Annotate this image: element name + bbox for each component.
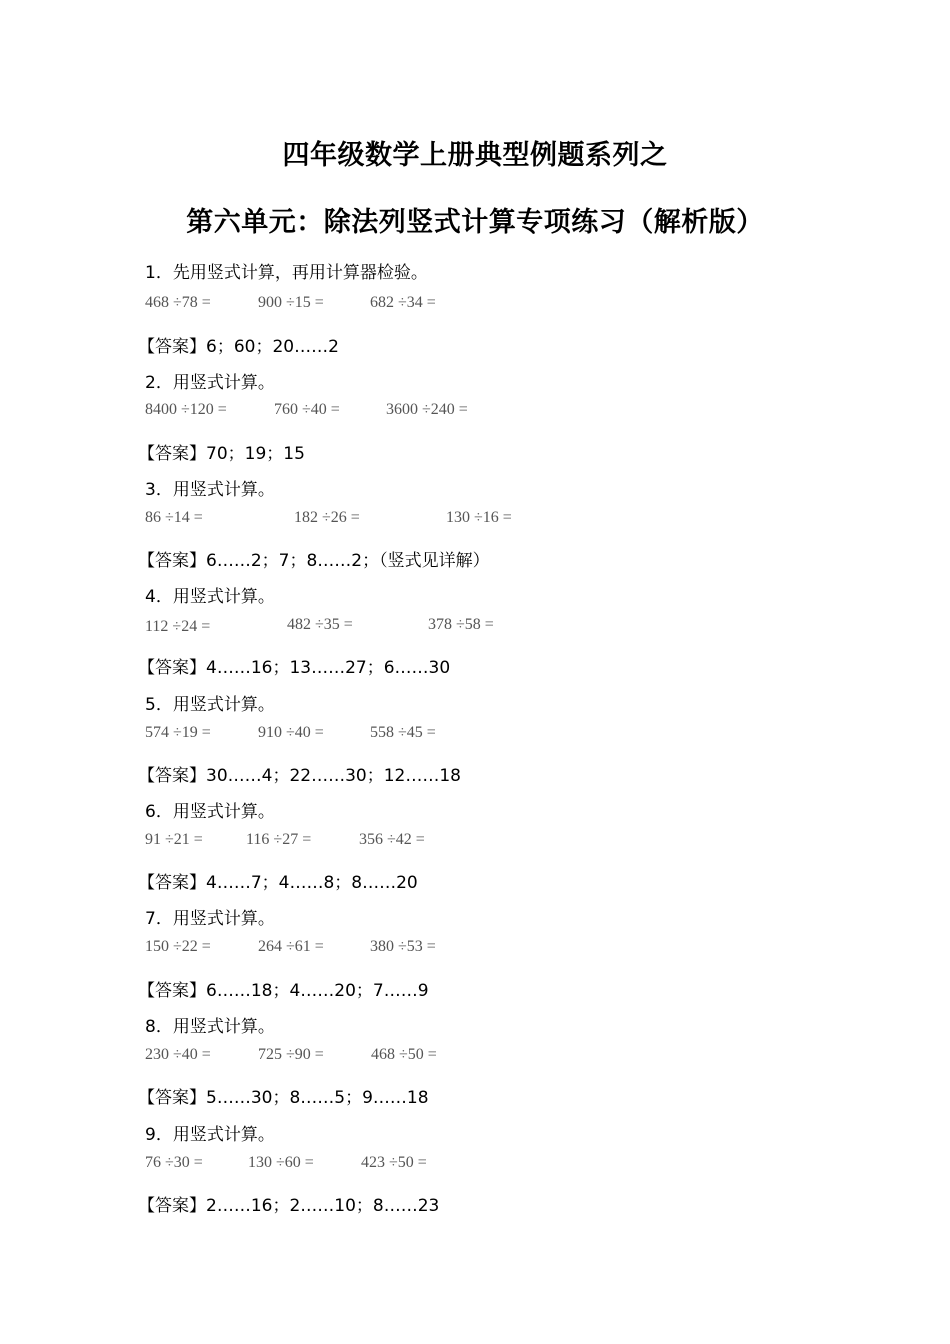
question-5-equation-3: 558 ÷45 = bbox=[370, 724, 436, 741]
question-1-answer: 【答案】6；60；20……2 bbox=[138, 337, 339, 357]
question-8-equation-1: 230 ÷40 = bbox=[145, 1046, 211, 1063]
question-4-heading: 4．用竖式计算。 bbox=[145, 587, 275, 607]
question-2-answer: 【答案】70；19；15 bbox=[138, 444, 305, 464]
question-4-equation-3: 378 ÷58 = bbox=[428, 616, 494, 633]
question-5-equation-1: 574 ÷19 = bbox=[145, 724, 211, 741]
question-7-heading: 7．用竖式计算。 bbox=[145, 909, 275, 929]
question-7-equation-1: 150 ÷22 = bbox=[145, 938, 211, 955]
question-4-equation-2: 482 ÷35 = bbox=[287, 616, 353, 633]
question-6-equation-2: 116 ÷27 = bbox=[246, 831, 312, 848]
question-9-answer: 【答案】2……16；2……10；8……23 bbox=[138, 1196, 440, 1216]
page-title-line-1: 四年级数学上册典型例题系列之 bbox=[282, 140, 668, 171]
question-1-equation-2: 900 ÷15 = bbox=[258, 294, 324, 311]
question-7-equation-3: 380 ÷53 = bbox=[370, 938, 436, 955]
question-7-answer: 【答案】6……18；4……20；7……9 bbox=[138, 981, 429, 1001]
question-8-answer: 【答案】5……30；8……5；9……18 bbox=[138, 1088, 429, 1108]
question-9-equation-1: 76 ÷30 = bbox=[145, 1154, 203, 1171]
question-9-equation-3: 423 ÷50 = bbox=[361, 1154, 427, 1171]
question-4-answer: 【答案】4……16；13……27；6……30 bbox=[138, 658, 451, 678]
question-9-heading: 9．用竖式计算。 bbox=[145, 1125, 275, 1145]
question-2-heading: 2．用竖式计算。 bbox=[145, 373, 275, 393]
question-3-equation-1: 86 ÷14 = bbox=[145, 509, 203, 526]
question-3-equation-3: 130 ÷16 = bbox=[446, 509, 512, 526]
question-3-equation-2: 182 ÷26 = bbox=[294, 509, 360, 526]
question-9-equation-2: 130 ÷60 = bbox=[248, 1154, 314, 1171]
question-6-heading: 6．用竖式计算。 bbox=[145, 802, 275, 822]
question-5-heading: 5．用竖式计算。 bbox=[145, 695, 275, 715]
question-6-equation-3: 356 ÷42 = bbox=[359, 831, 425, 848]
question-1-heading: 1．先用竖式计算，再用计算器检验。 bbox=[145, 263, 428, 283]
question-8-equation-3: 468 ÷50 = bbox=[371, 1046, 437, 1063]
page-title-line-2: 第六单元：除法列竖式计算专项练习（解析版） bbox=[186, 207, 764, 238]
question-2-equation-2: 760 ÷40 = bbox=[274, 401, 340, 418]
question-5-answer: 【答案】30……4；22……30；12……18 bbox=[138, 766, 461, 786]
question-3-answer: 【答案】6……2；7；8……2；（竖式见详解） bbox=[138, 551, 490, 571]
question-7-equation-2: 264 ÷61 = bbox=[258, 938, 324, 955]
question-6-answer: 【答案】4……7；4……8；8……20 bbox=[138, 873, 418, 893]
question-2-equation-3: 3600 ÷240 = bbox=[386, 401, 468, 418]
question-5-equation-2: 910 ÷40 = bbox=[258, 724, 324, 741]
question-4-equation-1: 112 ÷24 = bbox=[145, 618, 211, 635]
question-8-heading: 8．用竖式计算。 bbox=[145, 1017, 275, 1037]
question-6-equation-1: 91 ÷21 = bbox=[145, 831, 203, 848]
question-3-heading: 3．用竖式计算。 bbox=[145, 480, 275, 500]
question-1-equation-1: 468 ÷78 = bbox=[145, 294, 211, 311]
question-1-equation-3: 682 ÷34 = bbox=[370, 294, 436, 311]
question-8-equation-2: 725 ÷90 = bbox=[258, 1046, 324, 1063]
question-2-equation-1: 8400 ÷120 = bbox=[145, 401, 227, 418]
